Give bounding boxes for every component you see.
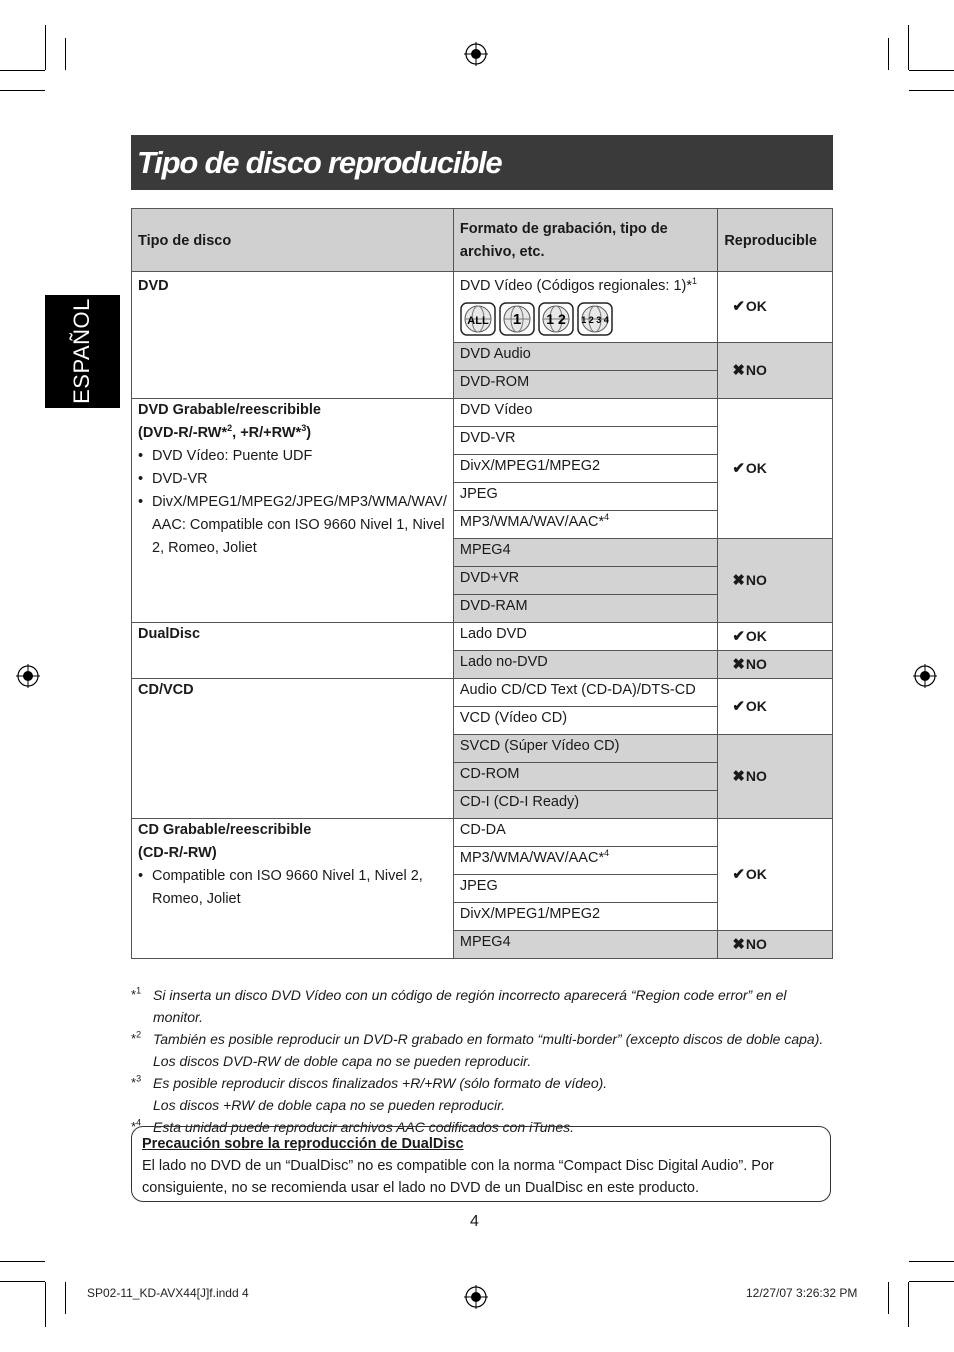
- footnote: [131, 1028, 831, 1072]
- no-label: NO: [745, 571, 767, 588]
- bullet-list: [138, 445, 447, 560]
- check-icon: ✔: [732, 697, 745, 715]
- crop-mark: [908, 25, 909, 70]
- format-cell: DVD-ROM: [453, 371, 717, 399]
- page-title: Tipo de disco reproducible: [131, 135, 833, 190]
- crop-mark: [65, 1282, 66, 1314]
- disc-name-2: (CD-R/-RW): [138, 845, 217, 861]
- disc-name-part: ): [306, 425, 312, 441]
- footnote-text: Es posible reproducir discos finalizados +R/+RW (sólo formato de vídeo).: [153, 1075, 608, 1091]
- disc-name-part: (DVD-R/-RW*: [138, 425, 228, 441]
- list-item: • Compatible con ISO 9660 Nivel 1, Nivel 2, Romeo, Joliet: [152, 865, 447, 911]
- table-row: [132, 819, 833, 847]
- footnote-star: *: [131, 1119, 137, 1134]
- check-icon: ✔: [732, 298, 745, 315]
- disc-type-dvd: DVD: [132, 272, 454, 399]
- crop-mark: [888, 38, 889, 70]
- table-row: [132, 272, 833, 343]
- dualdisc-caution-box: [131, 1126, 831, 1202]
- format-cell: [453, 272, 717, 343]
- table-header-row: [132, 209, 833, 272]
- cross-icon: ✖: [732, 655, 745, 673]
- format-cell: DVD+VR: [453, 567, 717, 595]
- playable-cell: [718, 399, 833, 539]
- language-tab-label: ESPAÑOL: [69, 298, 94, 404]
- disc-type-cd-rw: [132, 819, 454, 959]
- footnote-num: 2: [136, 1029, 142, 1040]
- crop-mark: [888, 1282, 889, 1314]
- playable-cell: [718, 819, 833, 931]
- region-icons: [460, 302, 711, 336]
- list-item: • DivX/MPEG1/MPEG2/JPEG/MP3/WMA/WAV/ AAC: Compatible con ISO 9660 Nivel 1, Nivel 2, Romeo, Joliet: [152, 491, 447, 560]
- table-row: [132, 623, 833, 651]
- footnote-text: También es posible reproducir un DVD-R grabado en formato “multi-border” (excepto discos de doble capa). Los discos DVD-RW de doble capa no se pueden reproducir.: [153, 1031, 824, 1069]
- footer-date: 12/27/07 3:26:32 PM: [746, 1286, 858, 1300]
- format-label: MP3/WMA/WAV/AAC*: [459, 850, 605, 866]
- footnote-ref: 4: [604, 848, 610, 859]
- playable-cell: [718, 931, 833, 959]
- format-cell: DVD Audio: [453, 343, 717, 371]
- crop-mark: [909, 70, 954, 71]
- disc-name: CD Grabable/reescribible: [138, 822, 312, 838]
- header-playable: Reproducible: [718, 209, 833, 272]
- disc-type-dualdisc: DualDisc: [132, 623, 454, 679]
- footnote-text: Esta unidad puede reproducir archivos AAC codificados con iTunes.: [153, 1119, 575, 1135]
- disc-name-2: [138, 422, 447, 445]
- registration-mark-icon: [16, 664, 40, 688]
- ok-label: OK: [745, 298, 767, 314]
- format-cell: CD-I (CD-I Ready): [453, 791, 717, 819]
- format-cell: Lado no-DVD: [453, 651, 717, 679]
- format-cell: DivX/MPEG1/MPEG2: [453, 903, 717, 931]
- disc-type-cdvcd: CD/VCD: [132, 679, 454, 819]
- format-label: MP3/WMA/WAV/AAC*: [459, 514, 605, 530]
- footnote-mark: [131, 984, 141, 1006]
- disc-type-dvd-rw: [132, 399, 454, 623]
- format-label: DVD Vídeo (Códigos regionales: 1)*: [459, 278, 693, 294]
- list-item: • DVD Vídeo: Puente UDF: [152, 445, 447, 468]
- format-cell: Audio CD/CD Text (CD-DA)/DTS-CD: [453, 679, 717, 707]
- playable-cell: [718, 735, 833, 819]
- format-cell: DVD Vídeo: [453, 399, 717, 427]
- cross-icon: ✖: [732, 935, 745, 953]
- no-label: NO: [745, 767, 767, 784]
- crop-mark: [909, 90, 954, 91]
- crop-mark: [908, 1282, 909, 1327]
- registration-mark-icon: [464, 42, 488, 66]
- no-label: NO: [745, 655, 767, 672]
- ok-label: OK: [745, 627, 767, 644]
- header-format: Formato de grabación, tipo de archivo, etc.: [453, 209, 717, 272]
- format-cell: DVD-VR: [453, 427, 717, 455]
- format-cell: [453, 847, 717, 875]
- format-cell: JPEG: [453, 875, 717, 903]
- check-icon: ✔: [732, 627, 745, 645]
- playable-cell: [718, 539, 833, 623]
- header-disc-type: Tipo de disco: [132, 209, 454, 272]
- format-cell: CD-ROM: [453, 763, 717, 791]
- crop-mark: [45, 25, 46, 70]
- footnote-num: 3: [136, 1073, 142, 1084]
- footnote-star: *: [131, 1075, 137, 1090]
- footnote-ref: 1: [692, 276, 698, 287]
- format-cell: MPEG4: [453, 931, 717, 959]
- footnote: [131, 984, 831, 1028]
- list-item: • DVD-VR: [152, 468, 447, 491]
- svg-text:ALL: ALL: [467, 315, 489, 327]
- crop-mark: [45, 1282, 46, 1327]
- footer-file: SP02-11_KD-AVX44[J]f.indd 4: [87, 1286, 249, 1300]
- table-row: [132, 399, 833, 427]
- footnote-star: *: [131, 1031, 137, 1046]
- playable-cell: [718, 272, 833, 343]
- disc-table: [131, 208, 833, 959]
- caution-title: Precaución sobre la reproducción de DualDisc: [142, 1136, 464, 1152]
- footnote-ref: 4: [604, 512, 610, 523]
- crop-mark: [909, 1261, 954, 1262]
- crop-mark: [0, 90, 45, 91]
- svg-text:1 2: 1 2: [546, 311, 566, 327]
- format-cell: VCD (Vídeo CD): [453, 707, 717, 735]
- footnote: [131, 1072, 831, 1116]
- crop-mark: [65, 38, 66, 70]
- footnote-num: 1: [136, 985, 142, 996]
- footnote-ref: 3: [301, 423, 307, 434]
- language-tab: [45, 295, 120, 408]
- playable-cell: [718, 623, 833, 651]
- no-label: NO: [745, 935, 767, 952]
- format-cell: CD-DA: [453, 819, 717, 847]
- check-icon: ✔: [732, 865, 745, 883]
- table-row: [132, 679, 833, 707]
- footnote-mark: [131, 1028, 141, 1050]
- format-cell: [453, 511, 717, 539]
- region-1-icon: [499, 302, 535, 336]
- format-cell: MPEG4: [453, 539, 717, 567]
- ok-label: OK: [745, 697, 767, 714]
- footnote-star: *: [131, 987, 137, 1002]
- svg-text:1: 1: [512, 311, 522, 328]
- footnote-text: Los discos +RW de doble capa no se pueden reproducir.: [153, 1097, 506, 1113]
- crop-mark: [0, 70, 45, 71]
- playable-cell: [718, 679, 833, 735]
- page-number: 4: [470, 1213, 479, 1230]
- footnote-num: 4: [136, 1117, 142, 1128]
- no-label: NO: [745, 361, 767, 378]
- bullet-list: [138, 865, 447, 911]
- format-cell: Lado DVD: [453, 623, 717, 651]
- region-all-icon: [460, 302, 496, 336]
- crop-mark: [0, 1261, 45, 1262]
- footnote-text: Si inserta un disco DVD Vídeo con un código de región incorrecto aparecerá “Region code error” en el monitor.: [153, 987, 787, 1025]
- footnote-ref: 2: [227, 423, 233, 434]
- region-1-2-3-4-icon: [577, 302, 613, 336]
- region-1-2-icon: [538, 302, 574, 336]
- ok-label: OK: [745, 459, 767, 476]
- disc-name-part: , +R/+RW*: [232, 425, 302, 441]
- footnote-mark: [131, 1072, 141, 1094]
- crop-mark: [0, 1281, 45, 1282]
- cross-icon: ✖: [732, 767, 745, 785]
- registration-mark-icon: [464, 1285, 488, 1309]
- playable-cell: [718, 343, 833, 399]
- footnotes: [131, 984, 831, 1138]
- disc-name: DVD Grabable/reescribible: [138, 402, 321, 418]
- cross-icon: ✖: [732, 571, 745, 589]
- format-cell: JPEG: [453, 483, 717, 511]
- crop-mark: [909, 1281, 954, 1282]
- ok-label: OK: [745, 865, 767, 882]
- format-cell: SVCD (Súper Vídeo CD): [453, 735, 717, 763]
- cross-icon: ✖: [732, 361, 745, 379]
- format-cell: DivX/MPEG1/MPEG2: [453, 455, 717, 483]
- format-cell: DVD-RAM: [453, 595, 717, 623]
- playable-cell: [718, 651, 833, 679]
- check-icon: ✔: [732, 459, 745, 477]
- registration-mark-icon: [913, 664, 937, 688]
- caution-text: El lado no DVD de un “DualDisc” no es compatible con la norma “Compact Disc Digital Audio”. Por consiguiente, no se recomienda usar el lado no DVD de un DualDisc en este producto.: [142, 1158, 774, 1196]
- svg-text:1 2 3 4: 1 2 3 4: [581, 315, 609, 325]
